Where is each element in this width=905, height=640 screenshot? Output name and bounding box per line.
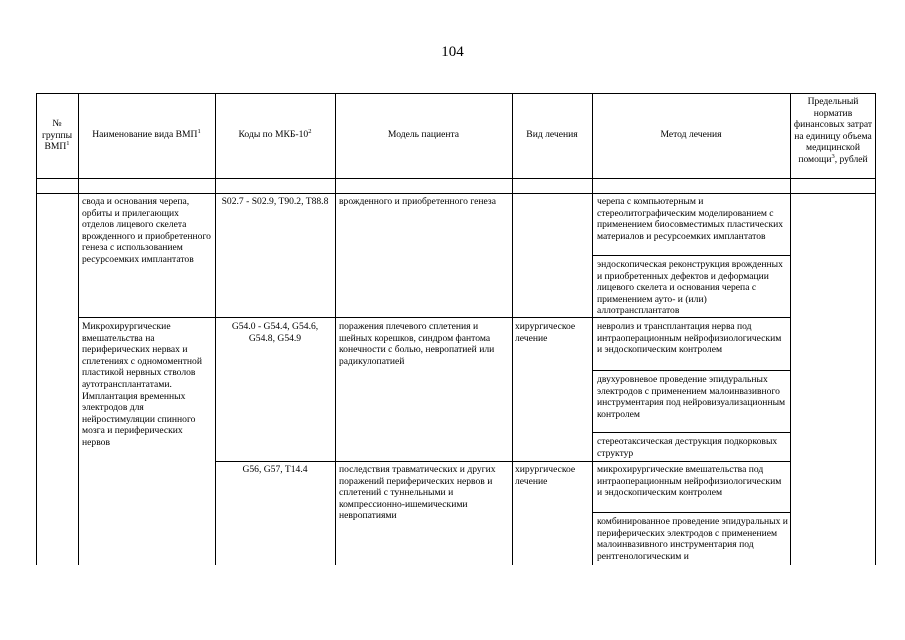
method-divider [592,317,790,318]
row-divider [78,317,598,318]
column-border [790,93,791,565]
method-divider [592,461,790,462]
row1-name: свода и основания черепа, орбиты и прилегающих отделов лицевого скелета врожденного и приобретенного генеза с использованием ресурсоемких имплантатов [82,196,211,265]
row2-codes: G54.0 - G54.4, G54.6, G54.8, G54.9 [231,321,319,344]
header-bottom-border [36,178,875,179]
header-codes: Коды по МКБ-10 [238,129,309,140]
footnote-mark: 1 [197,129,201,135]
row-divider [215,461,598,462]
method-divider [592,255,790,256]
method-divider [592,370,790,371]
row2-model: поражения плечевого сплетения и шейных корешков, синдром фантома конечности с болью, невропатией или радикулопатией [339,321,495,367]
row3-codes: G56, G57, T14.4 [242,464,308,475]
column-border [875,93,876,565]
header-cost-cell [793,96,873,166]
row3-model: последствия травматических и других поражений периферических нервов и сплетений с туннельными и компрессионно-ишемическими невропатиями [339,464,496,522]
row2-treatment: хирургическое лечение [515,321,576,344]
header-codes-cell [217,129,333,141]
header-name: Наименование вида ВМП [92,129,198,140]
header-name-cell [80,129,213,141]
row3-method-2: комбинированное проведение эпидуральных и периферических электродов с применением малоинвазивного инструментария под рентгенологическим и [597,516,788,562]
row1-method-1: черепа с компьютерным и стереолитографическим моделированием с применением биосовместимых пластических материалов и ресурсоемких имплантатов [597,196,784,242]
row2-method-3: стереотаксическая деструкция подкорковых структур [597,436,778,459]
column-border [592,93,593,565]
page-number: 104 [441,44,464,60]
footnote-mark: 3 [831,152,835,160]
row1-model: врожденного и приобретенного генеза [339,196,496,207]
header-group-cell [38,118,76,153]
column-border [78,93,79,565]
table-top-border [36,93,875,94]
footnote-mark: 2 [308,129,312,135]
header-treatment-type: Вид лечения [526,129,578,140]
row2-name: Микрохирургические вмешательства на периферических нервах и сплетениях с одномоментной пластикой нервных стволов аутотрансплантатами. Имплантация временных электродов для нейростимуляции спинного мозга и периферических нервов [82,321,202,448]
row2-method-1: невролиз и трансплантация нерва под интраоперационным нейрофизиологическим и эндоскопическим контролем [597,321,782,356]
column-border [335,93,336,565]
header-method: Метод лечения [660,129,722,140]
row1-codes: S02.7 - S02.9, T90.2, T88.8 [221,196,329,207]
row1-method-2: эндоскопическая реконструкция врожденных и приобретенных дефектов и деформации лицевого скелета и основания черепа с применением ауто- и (или) аллотрансплантатов [597,259,783,317]
spacer-row-border [36,193,875,194]
row2-method-2: двухуровневое проведение эпидуральных электродов с применением малоинвазивного инструментария под нейровизуализационным контролем [597,374,786,420]
header-model: Модель пациента [387,129,460,140]
header-group: № группы ВМП [41,118,73,153]
row3-method-1: микрохирургические вмешательства под интраоперационным нейрофизиологическим и эндоскопическим контролем [597,464,782,499]
row3-treatment: хирургическое лечение [515,464,576,487]
method-divider [592,432,790,433]
column-border [512,93,513,565]
header-cost: Предельный норматив финансовых затрат на единицу объема медицинской помощи [793,96,873,165]
column-border [36,93,37,565]
footnote-mark: 1 [66,140,70,147]
header-cost-unit: , рублей [834,153,868,165]
method-divider [592,512,790,513]
column-border [215,93,216,565]
